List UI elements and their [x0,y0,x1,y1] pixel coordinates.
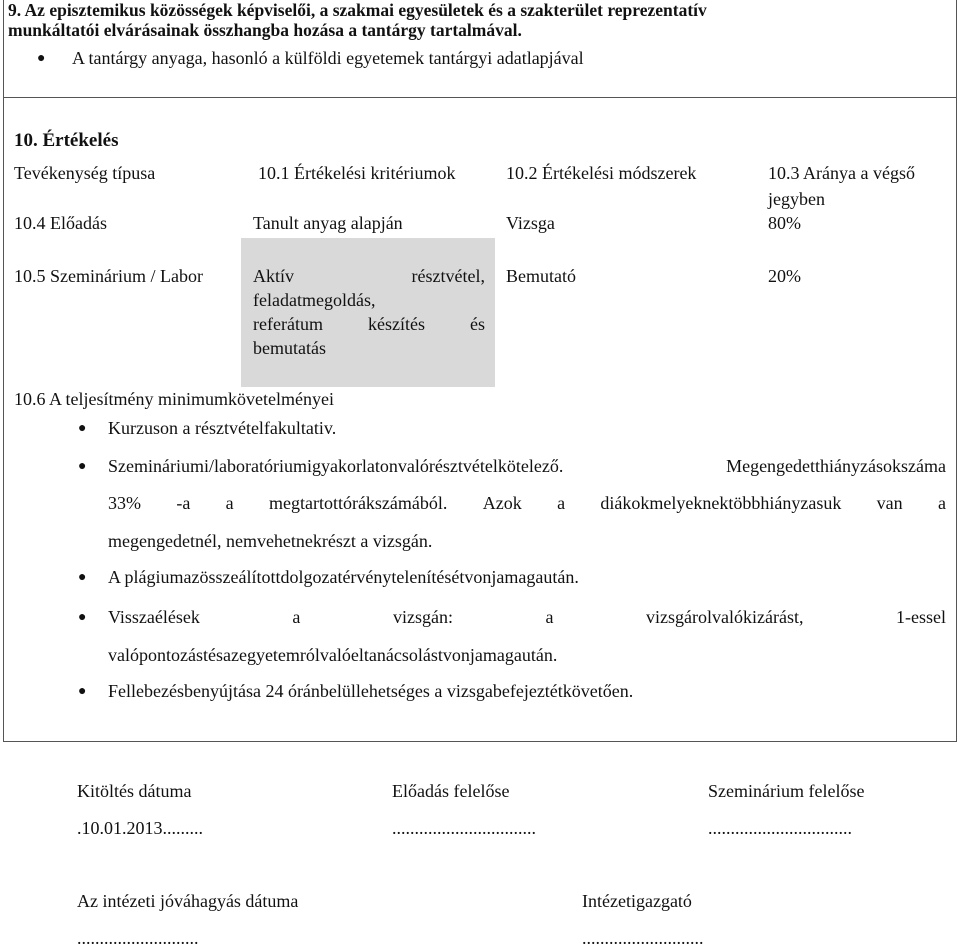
table-row1-type: 10.4 Előadás [14,213,107,233]
seminar-responsible-value: ................................ [708,818,852,838]
criteria-word: referátum [253,314,323,334]
min-req-heading: 10.6 A teljesítmény minimumkövetelményei [14,389,334,409]
section9-heading-line1: 9. Az episztemikus közösségek képviselői, a szakmai egyesületek és a szakterület reprezentatív [8,0,707,20]
table-row2-criteria-line3 [253,314,485,335]
bullet-icon: ● [78,421,87,436]
fill-date-value: .10.01.2013......... [77,818,203,838]
min-req-word: a [292,607,301,627]
table-header-activity: Tevékenység típusa [14,163,156,183]
min-req-item-4-line2: valópontozástésazegyetemrólvalóeltanácsolástvonjamagaután. [108,645,558,665]
lecture-responsible-value: ................................ [392,818,536,838]
min-req-text: Megengedetthiányzásokszáma [726,456,946,476]
min-req-word: 33% [108,493,141,513]
min-req-word: 1-essel [896,607,946,627]
min-req-word: a [557,493,566,513]
min-req-item-3: A plágiumazösszeálítottdolgozatérvénytelenítésétvonjamagaután. [108,567,579,587]
min-req-item-1: Kurzuson a résztvételfakultativ. [108,418,337,438]
table-row2-type: 10.5 Szeminárium / Labor [14,266,203,286]
criteria-grey-spacer-top [241,238,495,260]
min-req-item-5: Fellebezésbenyújtása 24 óránbelüllehetséges a vizsgabefejeztétkövetően. [108,681,634,701]
seminar-responsible-label: Szeminárium felelőse [708,781,865,801]
min-req-word: vizsgán: [392,607,453,627]
min-req-text: Szemináriumi/laboratóriumigyakorlatonvalórésztvételkötelező. [108,456,564,476]
fill-date-label: Kitöltés dátuma [77,781,192,801]
director-label: Intézetigazgató [582,891,692,911]
min-req-word: a [225,493,234,513]
table-row1-ratio: 80% [768,213,801,233]
min-req-word: megtartottórákszámából. [268,493,448,513]
bullet-icon: ● [78,459,87,474]
bullet-icon: ● [78,684,87,699]
table-row1-criteria: Tanult anyag alapján [253,213,403,233]
table-row2-criteria-line2: feladatmegoldás, [253,290,376,310]
table-header-methods: 10.2 Értékelési módszerek [506,163,697,183]
min-req-word: -a [176,493,191,513]
lecture-responsible-label: Előadás felelőse [392,781,510,801]
min-req-word: van [876,493,903,513]
min-req-word: diákokmelyeknektöbbhiányzasuk [600,493,842,513]
approval-date-value: ........................... [77,928,199,948]
table-row2-method: Bemutató [506,266,576,286]
criteria-word: készítés [367,314,425,334]
director-value: ........................... [582,928,704,948]
section9-bullet-text: A tantárgy anyaga, hasonló a külföldi egyetemek tantárgyi adatlapjával [72,48,584,68]
criteria-word: és [470,314,485,334]
min-req-item-2-line3: megengedetnél, nemvehetnekrészt a vizsgán. [108,531,433,551]
min-req-word: vizsgárolvalókizárást, [646,607,804,627]
bullet-icon: ● [78,610,87,625]
approval-date-label: Az intézeti jóváhagyás dátuma [77,891,299,911]
section9-heading-line2: munkáltatói elvárásainak összhangba hozása a tantárgy tartalmával. [8,20,522,40]
min-req-word: Azok [482,493,522,513]
table-row2-criteria-line4: bemutatás [253,338,326,358]
table-header-ratio-cont: jegyben [768,189,825,209]
criteria-word: résztvétel, [411,266,485,286]
table-header-criteria: 10.1 Értékelési kritériumok [258,163,456,183]
table-header-ratio: 10.3 Aránya a végső [768,163,915,183]
min-req-item-2-line2 [108,493,946,514]
section10-heading: 10. Értékelés [14,130,119,151]
min-req-item-2-line1 [108,456,946,477]
table-row2-ratio: 20% [768,266,801,286]
criteria-grey-spacer-bottom [241,365,495,387]
min-req-word: a [937,493,946,513]
min-req-word: Visszaélések [108,607,200,627]
table-row2-criteria-line1 [253,266,485,287]
min-req-item-4-line1 [108,607,946,628]
bullet-icon: ● [78,570,87,585]
min-req-word: a [545,607,554,627]
bullet-icon: ● [37,51,46,66]
criteria-word: Aktív [253,266,295,286]
table-row1-method: Vizsga [506,213,555,233]
